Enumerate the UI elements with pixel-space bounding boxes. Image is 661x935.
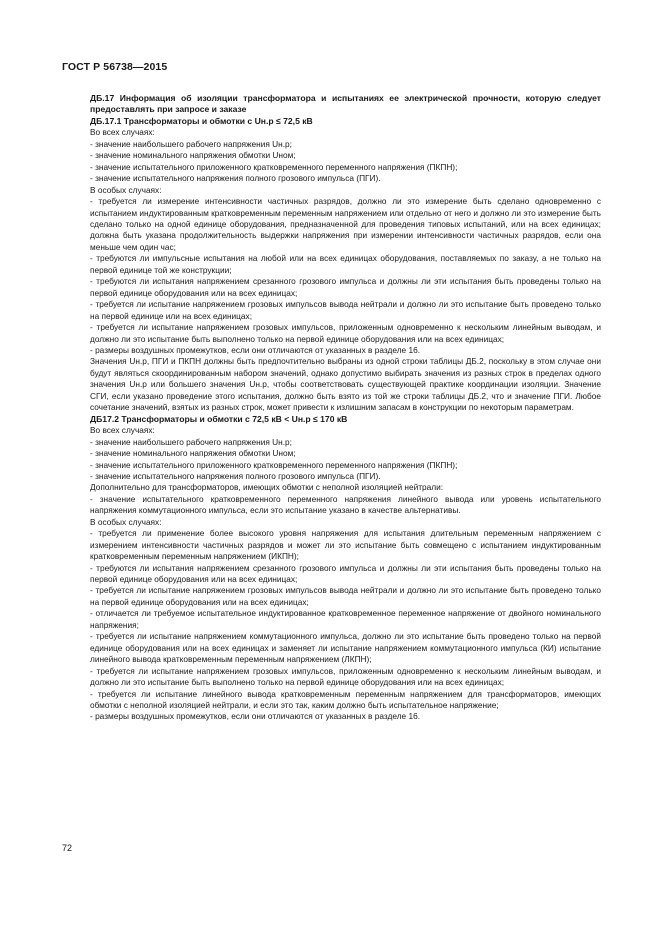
paragraph: - значение испытательного приложенного кратковременного переменного напряжения (ПКПН);	[90, 161, 458, 172]
paragraph: - требуется ли испытание напряжением грозовых импульсов вывода нейтрали и должно ли это испытание быть проведено только на первой единице оборудования или на всех единицах;	[90, 585, 601, 607]
paragraph: Значения Uн.р, ПГИ и ПКПН должны быть предпочтительно выбраны из одной строки таблицы ДБ.2, поскольку в этом случае они будут являться скоординированным набором значений, однако допустимо выбирать значения из разных строк в пределах одного значения Uн.р или большего значения Uн.р, чтобы соответствовать существующей практике координации изоляции. Значение СГИ, если указано проведение этого испытания, должно быть взято из той же строки таблицы ДБ.2, что и значение ПГИ. Любое сочетание значений, взятых из разных строк, может привести к излишним запасам в конструкции по некоторым параметрам.	[90, 356, 601, 413]
paragraph: - значение наибольшего рабочего напряжения Uн.р;	[90, 138, 292, 149]
paragraph: - значение испытательного приложенного кратковременного переменного напряжения (ПКПН);	[90, 459, 458, 470]
section-heading: ДБ.17.1 Трансформаторы и обмотки с Uн.р ≤ 72,5 кВ	[90, 115, 313, 126]
page-number: 72	[62, 843, 73, 853]
paragraph: - требуются ли испытания напряжением срезанного грозового импульса и должны ли эти испытания быть проведены только на первой единице оборудования или на всех единицах;	[90, 276, 601, 298]
paragraph: - размеры воздушных промежутков, если они отличаются от указанных в разделе 16.	[90, 344, 421, 355]
paragraph: - требуются ли испытания напряжением срезанного грозового импульса и должны ли эти испытания быть проведены только на первой единице оборудования или на всех единицах;	[90, 562, 601, 585]
paragraph: - значение номинального напряжения обмотки Uном;	[90, 150, 296, 161]
document-header: ГОСТ Р 56738—2015	[62, 61, 168, 73]
paragraph: - требуются ли импульсные испытания на любой или на всех единицах оборудования, поставляемых по заказу, а не только на первой единице той же конструкции;	[90, 253, 601, 275]
paragraph: - требуется ли испытание напряжением коммутационного импульса, должно ли это испытание быть проведено только на первой единице оборудования или на всех единицах и заменяет ли испытание напряжением коммутационного импульса (КИ) испытание линейного вывода кратковременным переменным напряжением (ЛКПН);	[90, 631, 601, 665]
paragraph: - требуется ли применение более высокого уровня напряжения для испытания длительным переменным напряжением с измерением интенсивности частичных разрядов и может ли это испытание быть совмещено с испытанием индуктированным кратковременным переменным напряжением (ИКПН);	[90, 528, 601, 562]
paragraph: - отличается ли требуемое испытательное индуктированное кратковременное переменное напряжение от двойного номинального напряжения;	[90, 608, 601, 630]
section-heading: ДБ17.2 Трансформаторы и обмотки с 72,5 кВ < Uн.р ≤ 170 кВ	[90, 413, 348, 424]
paragraph: - требуется ли испытание напряжением грозовых импульсов, приложенным одновременно к нескольким линейным выводам, и должно ли это испытание быть выполнено только на первой единице оборудования или на всех единицах;	[90, 665, 601, 688]
section-heading: ДБ.17 Информация об изоляции трансформатора и испытаниях ее электрической прочности, которую следует предоставлять при запросе и заказе	[90, 93, 601, 115]
paragraph: Во всех случаях:	[90, 425, 155, 436]
paragraph: - значение испытательного кратковременного переменного напряжения линейного вывода или уровень испытательного напряжения коммутационного импульса, если это испытание указано в качестве альтернативы.	[90, 493, 601, 516]
document-body	[90, 93, 601, 723]
paragraph: - требуется ли испытание напряжением грозовых импульсов вывода нейтрали и должно ли это испытание быть проведено только на первой единице или на всех единицах;	[90, 299, 601, 321]
paragraph: - значение номинального напряжения обмотки Uном;	[90, 448, 296, 459]
paragraph: В особых случаях:	[90, 184, 162, 195]
paragraph: В особых случаях:	[90, 516, 162, 527]
paragraph: Во всех случаях:	[90, 127, 155, 138]
paragraph: Дополнительно для трансформаторов, имеющих обмотки с неполной изоляцией нейтрали:	[90, 482, 444, 493]
paragraph: - требуется ли испытание линейного вывода кратковременным переменным напряжением для трансформаторов, имеющих обмотки с неполной изоляцией нейтрали, и если это так, каким должно быть испытательное напряжение;	[90, 688, 601, 711]
paragraph: - размеры воздушных промежутков, если они отличаются от указанных в разделе 16.	[90, 711, 421, 722]
paragraph: - требуется ли испытание напряжением грозовых импульсов, приложенным одновременно к нескольким линейным выводам, и должно ли это испытание быть выполнено только на первой единице оборудования или на всех единицах;	[90, 322, 601, 344]
paragraph: - значение испытательного напряжения полного грозового импульса (ПГИ).	[90, 470, 381, 481]
paragraph: - значение испытательного напряжения полного грозового импульса (ПГИ).	[90, 173, 381, 184]
paragraph: - значение наибольшего рабочего напряжения Uн.р;	[90, 436, 292, 447]
paragraph: - требуется ли измерение интенсивности частичных разрядов, должно ли это измерение быть сделано одновременно с испытанием индуктированным кратковременным переменным напряжением или отдельно от него и должно ли это измерение быть сделано только на одной единице оборудования, предназначенной для проведения типовых испытаний, или на всех единицах; должна быть указана продолжительность выдержки напряжения при измерении интенсивности частичных разрядов, если она меньше чем один час;	[90, 196, 601, 252]
